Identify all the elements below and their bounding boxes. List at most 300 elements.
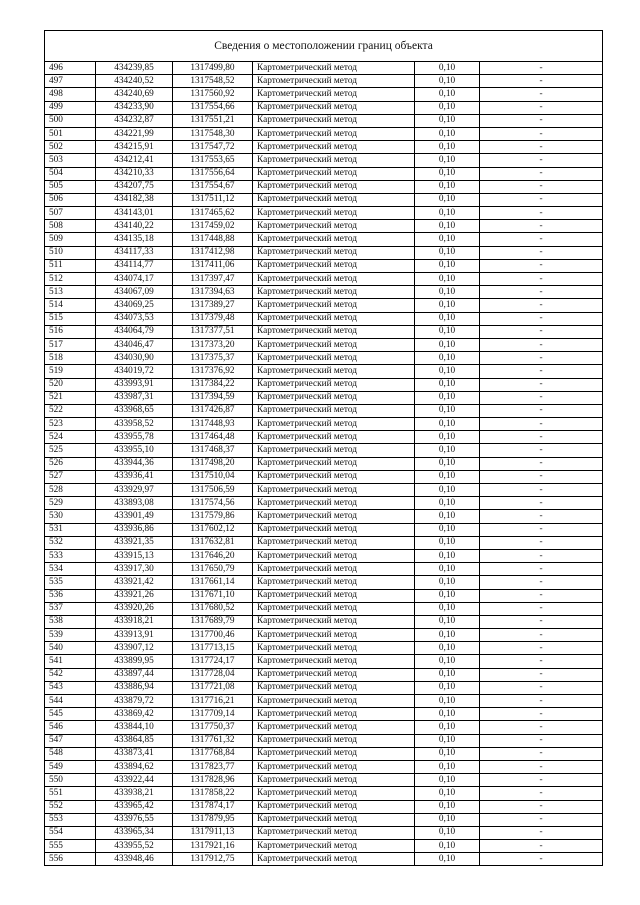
note-cell: - — [480, 708, 603, 721]
method-cell: Картометрический метод — [253, 101, 415, 114]
method-cell: Картометрический метод — [253, 193, 415, 206]
coordinate-x-cell: 434073,53 — [96, 312, 173, 325]
method-cell: Картометрический метод — [253, 826, 415, 839]
precision-cell: 0,10 — [415, 259, 480, 272]
method-cell: Картометрический метод — [253, 708, 415, 721]
precision-cell: 0,10 — [415, 193, 480, 206]
precision-cell: 0,10 — [415, 114, 480, 127]
precision-cell: 0,10 — [415, 840, 480, 853]
point-number-cell: 544 — [45, 695, 96, 708]
point-number-cell: 498 — [45, 88, 96, 101]
coordinate-x-cell: 434215,91 — [96, 141, 173, 154]
note-cell: - — [480, 695, 603, 708]
point-number-cell: 513 — [45, 286, 96, 299]
method-cell: Картометрический метод — [253, 470, 415, 483]
coordinate-y-cell: 1317448,88 — [173, 233, 253, 246]
note-cell: - — [480, 141, 603, 154]
point-number-cell: 499 — [45, 101, 96, 114]
coordinate-x-cell: 434067,09 — [96, 286, 173, 299]
table-row — [45, 207, 602, 220]
coordinate-y-cell: 1317716,21 — [173, 695, 253, 708]
table-row — [45, 457, 602, 470]
point-number-cell: 531 — [45, 523, 96, 536]
method-cell: Картометрический метод — [253, 576, 415, 589]
coordinate-y-cell: 1317498,20 — [173, 457, 253, 470]
method-cell: Картометрический метод — [253, 299, 415, 312]
note-cell: - — [480, 615, 603, 628]
coordinate-y-cell: 1317506,59 — [173, 484, 253, 497]
coordinate-y-cell: 1317375,37 — [173, 352, 253, 365]
table-row — [45, 840, 602, 853]
note-cell: - — [480, 510, 603, 523]
precision-cell: 0,10 — [415, 708, 480, 721]
precision-cell: 0,10 — [415, 760, 480, 773]
precision-cell: 0,10 — [415, 338, 480, 351]
method-cell: Картометрический метод — [253, 365, 415, 378]
coordinate-y-cell: 1317511,12 — [173, 193, 253, 206]
coordinate-y-cell: 1317377,51 — [173, 325, 253, 338]
coordinate-y-cell: 1317700,46 — [173, 629, 253, 642]
coordinate-x-cell: 433918,21 — [96, 615, 173, 628]
method-cell: Картометрический метод — [253, 840, 415, 853]
point-number-cell: 539 — [45, 629, 96, 642]
point-number-cell: 496 — [45, 62, 96, 75]
coordinate-y-cell: 1317858,22 — [173, 787, 253, 800]
coordinate-x-cell: 433929,97 — [96, 484, 173, 497]
precision-cell: 0,10 — [415, 563, 480, 576]
method-cell: Картометрический метод — [253, 655, 415, 668]
table-row — [45, 774, 602, 787]
coordinates-table — [45, 62, 602, 865]
precision-cell: 0,10 — [415, 747, 480, 760]
point-number-cell: 537 — [45, 602, 96, 615]
note-cell: - — [480, 655, 603, 668]
note-cell: - — [480, 431, 603, 444]
table-row — [45, 154, 602, 167]
precision-cell: 0,10 — [415, 681, 480, 694]
precision-cell: 0,10 — [415, 853, 480, 866]
precision-cell: 0,10 — [415, 286, 480, 299]
coordinate-y-cell: 1317823,77 — [173, 760, 253, 773]
coordinate-x-cell: 433844,10 — [96, 721, 173, 734]
coordinate-x-cell: 434117,33 — [96, 246, 173, 259]
point-number-cell: 545 — [45, 708, 96, 721]
table-row — [45, 431, 602, 444]
precision-cell: 0,10 — [415, 549, 480, 562]
precision-cell: 0,10 — [415, 207, 480, 220]
precision-cell: 0,10 — [415, 167, 480, 180]
point-number-cell: 550 — [45, 774, 96, 787]
method-cell: Картометрический метод — [253, 853, 415, 866]
point-number-cell: 547 — [45, 734, 96, 747]
coordinate-y-cell: 1317721,08 — [173, 681, 253, 694]
method-cell: Картометрический метод — [253, 695, 415, 708]
point-number-cell: 500 — [45, 114, 96, 127]
note-cell: - — [480, 787, 603, 800]
precision-cell: 0,10 — [415, 813, 480, 826]
method-cell: Картометрический метод — [253, 747, 415, 760]
table-row — [45, 338, 602, 351]
point-number-cell: 528 — [45, 484, 96, 497]
method-cell: Картометрический метод — [253, 246, 415, 259]
method-cell: Картометрический метод — [253, 457, 415, 470]
table-row — [45, 312, 602, 325]
coordinate-y-cell: 1317548,30 — [173, 127, 253, 140]
coordinate-y-cell: 1317761,32 — [173, 734, 253, 747]
coordinate-x-cell: 434074,17 — [96, 273, 173, 286]
point-number-cell: 533 — [45, 549, 96, 562]
precision-cell: 0,10 — [415, 404, 480, 417]
note-cell: - — [480, 259, 603, 272]
method-cell: Картометрический метод — [253, 760, 415, 773]
table-row — [45, 787, 602, 800]
coordinate-y-cell: 1317459,02 — [173, 220, 253, 233]
precision-cell: 0,10 — [415, 233, 480, 246]
table-row — [45, 325, 602, 338]
note-cell: - — [480, 629, 603, 642]
table-row — [45, 655, 602, 668]
precision-cell: 0,10 — [415, 141, 480, 154]
method-cell: Картометрический метод — [253, 114, 415, 127]
note-cell: - — [480, 536, 603, 549]
note-cell: - — [480, 563, 603, 576]
coordinate-y-cell: 1317560,92 — [173, 88, 253, 101]
point-number-cell: 524 — [45, 431, 96, 444]
point-number-cell: 512 — [45, 273, 96, 286]
coordinate-x-cell: 434046,47 — [96, 338, 173, 351]
point-number-cell: 525 — [45, 444, 96, 457]
table-row — [45, 615, 602, 628]
coordinate-y-cell: 1317554,66 — [173, 101, 253, 114]
method-cell: Картометрический метод — [253, 378, 415, 391]
precision-cell: 0,10 — [415, 721, 480, 734]
method-cell: Картометрический метод — [253, 615, 415, 628]
coordinate-x-cell: 433987,31 — [96, 391, 173, 404]
point-number-cell: 527 — [45, 470, 96, 483]
coordinate-x-cell: 434135,18 — [96, 233, 173, 246]
point-number-cell: 536 — [45, 589, 96, 602]
point-number-cell: 515 — [45, 312, 96, 325]
table-row — [45, 734, 602, 747]
precision-cell: 0,10 — [415, 484, 480, 497]
method-cell: Картометрический метод — [253, 602, 415, 615]
coordinate-y-cell: 1317547,72 — [173, 141, 253, 154]
point-number-cell: 541 — [45, 655, 96, 668]
table-row — [45, 365, 602, 378]
coordinate-y-cell: 1317680,52 — [173, 602, 253, 615]
precision-cell: 0,10 — [415, 352, 480, 365]
coordinate-y-cell: 1317384,22 — [173, 378, 253, 391]
precision-cell: 0,10 — [415, 536, 480, 549]
precision-cell: 0,10 — [415, 154, 480, 167]
table-row — [45, 589, 602, 602]
coordinate-y-cell: 1317728,04 — [173, 668, 253, 681]
table-row — [45, 246, 602, 259]
point-number-cell: 526 — [45, 457, 96, 470]
coordinate-y-cell: 1317553,65 — [173, 154, 253, 167]
method-cell: Картометрический метод — [253, 668, 415, 681]
coordinate-y-cell: 1317376,92 — [173, 365, 253, 378]
table-row — [45, 853, 602, 866]
point-number-cell: 543 — [45, 681, 96, 694]
coordinate-x-cell: 433907,12 — [96, 642, 173, 655]
point-number-cell: 514 — [45, 299, 96, 312]
note-cell: - — [480, 207, 603, 220]
coordinate-x-cell: 434030,90 — [96, 352, 173, 365]
point-number-cell: 506 — [45, 193, 96, 206]
coordinate-y-cell: 1317646,20 — [173, 549, 253, 562]
method-cell: Картометрический метод — [253, 431, 415, 444]
point-number-cell: 516 — [45, 325, 96, 338]
point-number-cell: 520 — [45, 378, 96, 391]
precision-cell: 0,10 — [415, 378, 480, 391]
point-number-cell: 540 — [45, 642, 96, 655]
precision-cell: 0,10 — [415, 642, 480, 655]
method-cell: Картометрический метод — [253, 681, 415, 694]
precision-cell: 0,10 — [415, 774, 480, 787]
point-number-cell: 505 — [45, 180, 96, 193]
table-row — [45, 75, 602, 88]
coordinate-x-cell: 434143,01 — [96, 207, 173, 220]
point-number-cell: 521 — [45, 391, 96, 404]
note-cell: - — [480, 299, 603, 312]
table-row — [45, 299, 602, 312]
coordinate-x-cell: 433936,86 — [96, 523, 173, 536]
point-number-cell: 523 — [45, 418, 96, 431]
coordinate-y-cell: 1317465,62 — [173, 207, 253, 220]
table-row — [45, 273, 602, 286]
coordinate-x-cell: 433920,26 — [96, 602, 173, 615]
coordinate-y-cell: 1317874,17 — [173, 800, 253, 813]
coordinate-x-cell: 433864,85 — [96, 734, 173, 747]
table-row — [45, 708, 602, 721]
coordinate-y-cell: 1317448,93 — [173, 418, 253, 431]
method-cell: Картометрический метод — [253, 391, 415, 404]
note-cell: - — [480, 114, 603, 127]
coordinate-y-cell: 1317911,13 — [173, 826, 253, 839]
precision-cell: 0,10 — [415, 246, 480, 259]
coordinate-x-cell: 433893,08 — [96, 497, 173, 510]
table-row — [45, 668, 602, 681]
table-row — [45, 642, 602, 655]
coordinate-x-cell: 434232,87 — [96, 114, 173, 127]
note-cell: - — [480, 813, 603, 826]
table-row — [45, 352, 602, 365]
coordinate-y-cell: 1317724,17 — [173, 655, 253, 668]
note-cell: - — [480, 470, 603, 483]
point-number-cell: 552 — [45, 800, 96, 813]
coordinate-x-cell: 434240,52 — [96, 75, 173, 88]
method-cell: Картометрический метод — [253, 141, 415, 154]
precision-cell: 0,10 — [415, 615, 480, 628]
precision-cell: 0,10 — [415, 220, 480, 233]
table-row — [45, 404, 602, 417]
note-cell: - — [480, 853, 603, 866]
table-row — [45, 760, 602, 773]
table-row — [45, 681, 602, 694]
method-cell: Картометрический метод — [253, 233, 415, 246]
coordinate-x-cell: 433948,46 — [96, 853, 173, 866]
method-cell: Картометрический метод — [253, 127, 415, 140]
method-cell: Картометрический метод — [253, 167, 415, 180]
method-cell: Картометрический метод — [253, 154, 415, 167]
note-cell: - — [480, 523, 603, 536]
coordinate-x-cell: 434207,75 — [96, 180, 173, 193]
precision-cell: 0,10 — [415, 431, 480, 444]
coordinate-y-cell: 1317394,59 — [173, 391, 253, 404]
point-number-cell: 542 — [45, 668, 96, 681]
coordinate-y-cell: 1317412,98 — [173, 246, 253, 259]
table-row — [45, 576, 602, 589]
coordinate-y-cell: 1317554,67 — [173, 180, 253, 193]
coordinate-y-cell: 1317574,56 — [173, 497, 253, 510]
coordinate-x-cell: 433965,42 — [96, 800, 173, 813]
coordinate-x-cell: 433915,13 — [96, 549, 173, 562]
coordinate-x-cell: 433921,26 — [96, 589, 173, 602]
precision-cell: 0,10 — [415, 127, 480, 140]
table-row — [45, 193, 602, 206]
coordinate-y-cell: 1317768,84 — [173, 747, 253, 760]
method-cell: Картометрический метод — [253, 629, 415, 642]
table-row — [45, 378, 602, 391]
precision-cell: 0,10 — [415, 325, 480, 338]
table-row — [45, 418, 602, 431]
table-row — [45, 602, 602, 615]
point-number-cell: 519 — [45, 365, 96, 378]
table-row — [45, 484, 602, 497]
note-cell: - — [480, 127, 603, 140]
point-number-cell: 546 — [45, 721, 96, 734]
point-number-cell: 501 — [45, 127, 96, 140]
method-cell: Картометрический метод — [253, 352, 415, 365]
method-cell: Картометрический метод — [253, 734, 415, 747]
table-row — [45, 721, 602, 734]
precision-cell: 0,10 — [415, 510, 480, 523]
coordinate-y-cell: 1317379,48 — [173, 312, 253, 325]
precision-cell: 0,10 — [415, 88, 480, 101]
precision-cell: 0,10 — [415, 589, 480, 602]
coordinate-x-cell: 434233,90 — [96, 101, 173, 114]
note-cell: - — [480, 233, 603, 246]
coordinate-y-cell: 1317394,63 — [173, 286, 253, 299]
precision-cell: 0,10 — [415, 62, 480, 75]
point-number-cell: 535 — [45, 576, 96, 589]
table-row — [45, 220, 602, 233]
method-cell: Картометрический метод — [253, 338, 415, 351]
precision-cell: 0,10 — [415, 497, 480, 510]
note-cell: - — [480, 325, 603, 338]
table-row — [45, 470, 602, 483]
point-number-cell: 530 — [45, 510, 96, 523]
precision-cell: 0,10 — [415, 365, 480, 378]
coordinate-x-cell: 433955,78 — [96, 431, 173, 444]
method-cell: Картометрический метод — [253, 523, 415, 536]
note-cell: - — [480, 286, 603, 299]
coordinate-x-cell: 434212,41 — [96, 154, 173, 167]
point-number-cell: 518 — [45, 352, 96, 365]
note-cell: - — [480, 642, 603, 655]
note-cell: - — [480, 457, 603, 470]
precision-cell: 0,10 — [415, 457, 480, 470]
table-row — [45, 800, 602, 813]
coordinate-y-cell: 1317602,12 — [173, 523, 253, 536]
table-row — [45, 62, 602, 75]
note-cell: - — [480, 88, 603, 101]
coordinate-x-cell: 433921,42 — [96, 576, 173, 589]
table-row — [45, 101, 602, 114]
precision-cell: 0,10 — [415, 576, 480, 589]
precision-cell: 0,10 — [415, 444, 480, 457]
coordinate-y-cell: 1317510,04 — [173, 470, 253, 483]
table-row — [45, 497, 602, 510]
precision-cell: 0,10 — [415, 695, 480, 708]
coordinate-y-cell: 1317650,79 — [173, 563, 253, 576]
precision-cell: 0,10 — [415, 629, 480, 642]
point-number-cell: 502 — [45, 141, 96, 154]
coordinate-y-cell: 1317750,37 — [173, 721, 253, 734]
method-cell: Картометрический метод — [253, 800, 415, 813]
coordinate-y-cell: 1317397,47 — [173, 273, 253, 286]
table-row — [45, 88, 602, 101]
precision-cell: 0,10 — [415, 418, 480, 431]
table-row — [45, 536, 602, 549]
table-row — [45, 695, 602, 708]
method-cell: Картометрический метод — [253, 787, 415, 800]
method-cell: Картометрический метод — [253, 549, 415, 562]
point-number-cell: 507 — [45, 207, 96, 220]
coordinate-x-cell: 433901,49 — [96, 510, 173, 523]
coordinate-y-cell: 1317556,64 — [173, 167, 253, 180]
note-cell: - — [480, 101, 603, 114]
method-cell: Картометрический метод — [253, 273, 415, 286]
boundary-coordinates-sheet — [44, 30, 603, 866]
coordinate-x-cell: 433886,94 — [96, 681, 173, 694]
coordinate-y-cell: 1317709,14 — [173, 708, 253, 721]
method-cell: Картометрический метод — [253, 418, 415, 431]
point-number-cell: 548 — [45, 747, 96, 760]
note-cell: - — [480, 75, 603, 88]
coordinate-y-cell: 1317879,95 — [173, 813, 253, 826]
coordinate-x-cell: 434240,69 — [96, 88, 173, 101]
note-cell: - — [480, 391, 603, 404]
coordinate-x-cell: 434019,72 — [96, 365, 173, 378]
coordinate-x-cell: 433965,34 — [96, 826, 173, 839]
table-row — [45, 747, 602, 760]
point-number-cell: 509 — [45, 233, 96, 246]
method-cell: Картометрический метод — [253, 207, 415, 220]
note-cell: - — [480, 840, 603, 853]
coordinate-y-cell: 1317411,06 — [173, 259, 253, 272]
note-cell: - — [480, 154, 603, 167]
note-cell: - — [480, 589, 603, 602]
table-title: Сведения о местоположении границ объекта — [45, 31, 602, 62]
method-cell: Картометрический метод — [253, 589, 415, 602]
method-cell: Картометрический метод — [253, 220, 415, 233]
note-cell: - — [480, 193, 603, 206]
precision-cell: 0,10 — [415, 273, 480, 286]
coordinate-x-cell: 434221,99 — [96, 127, 173, 140]
point-number-cell: 555 — [45, 840, 96, 853]
coordinate-x-cell: 433913,91 — [96, 629, 173, 642]
precision-cell: 0,10 — [415, 75, 480, 88]
coordinate-x-cell: 434140,22 — [96, 220, 173, 233]
point-number-cell: 497 — [45, 75, 96, 88]
table-row — [45, 563, 602, 576]
point-number-cell: 534 — [45, 563, 96, 576]
coordinate-y-cell: 1317661,14 — [173, 576, 253, 589]
note-cell: - — [480, 220, 603, 233]
note-cell: - — [480, 681, 603, 694]
